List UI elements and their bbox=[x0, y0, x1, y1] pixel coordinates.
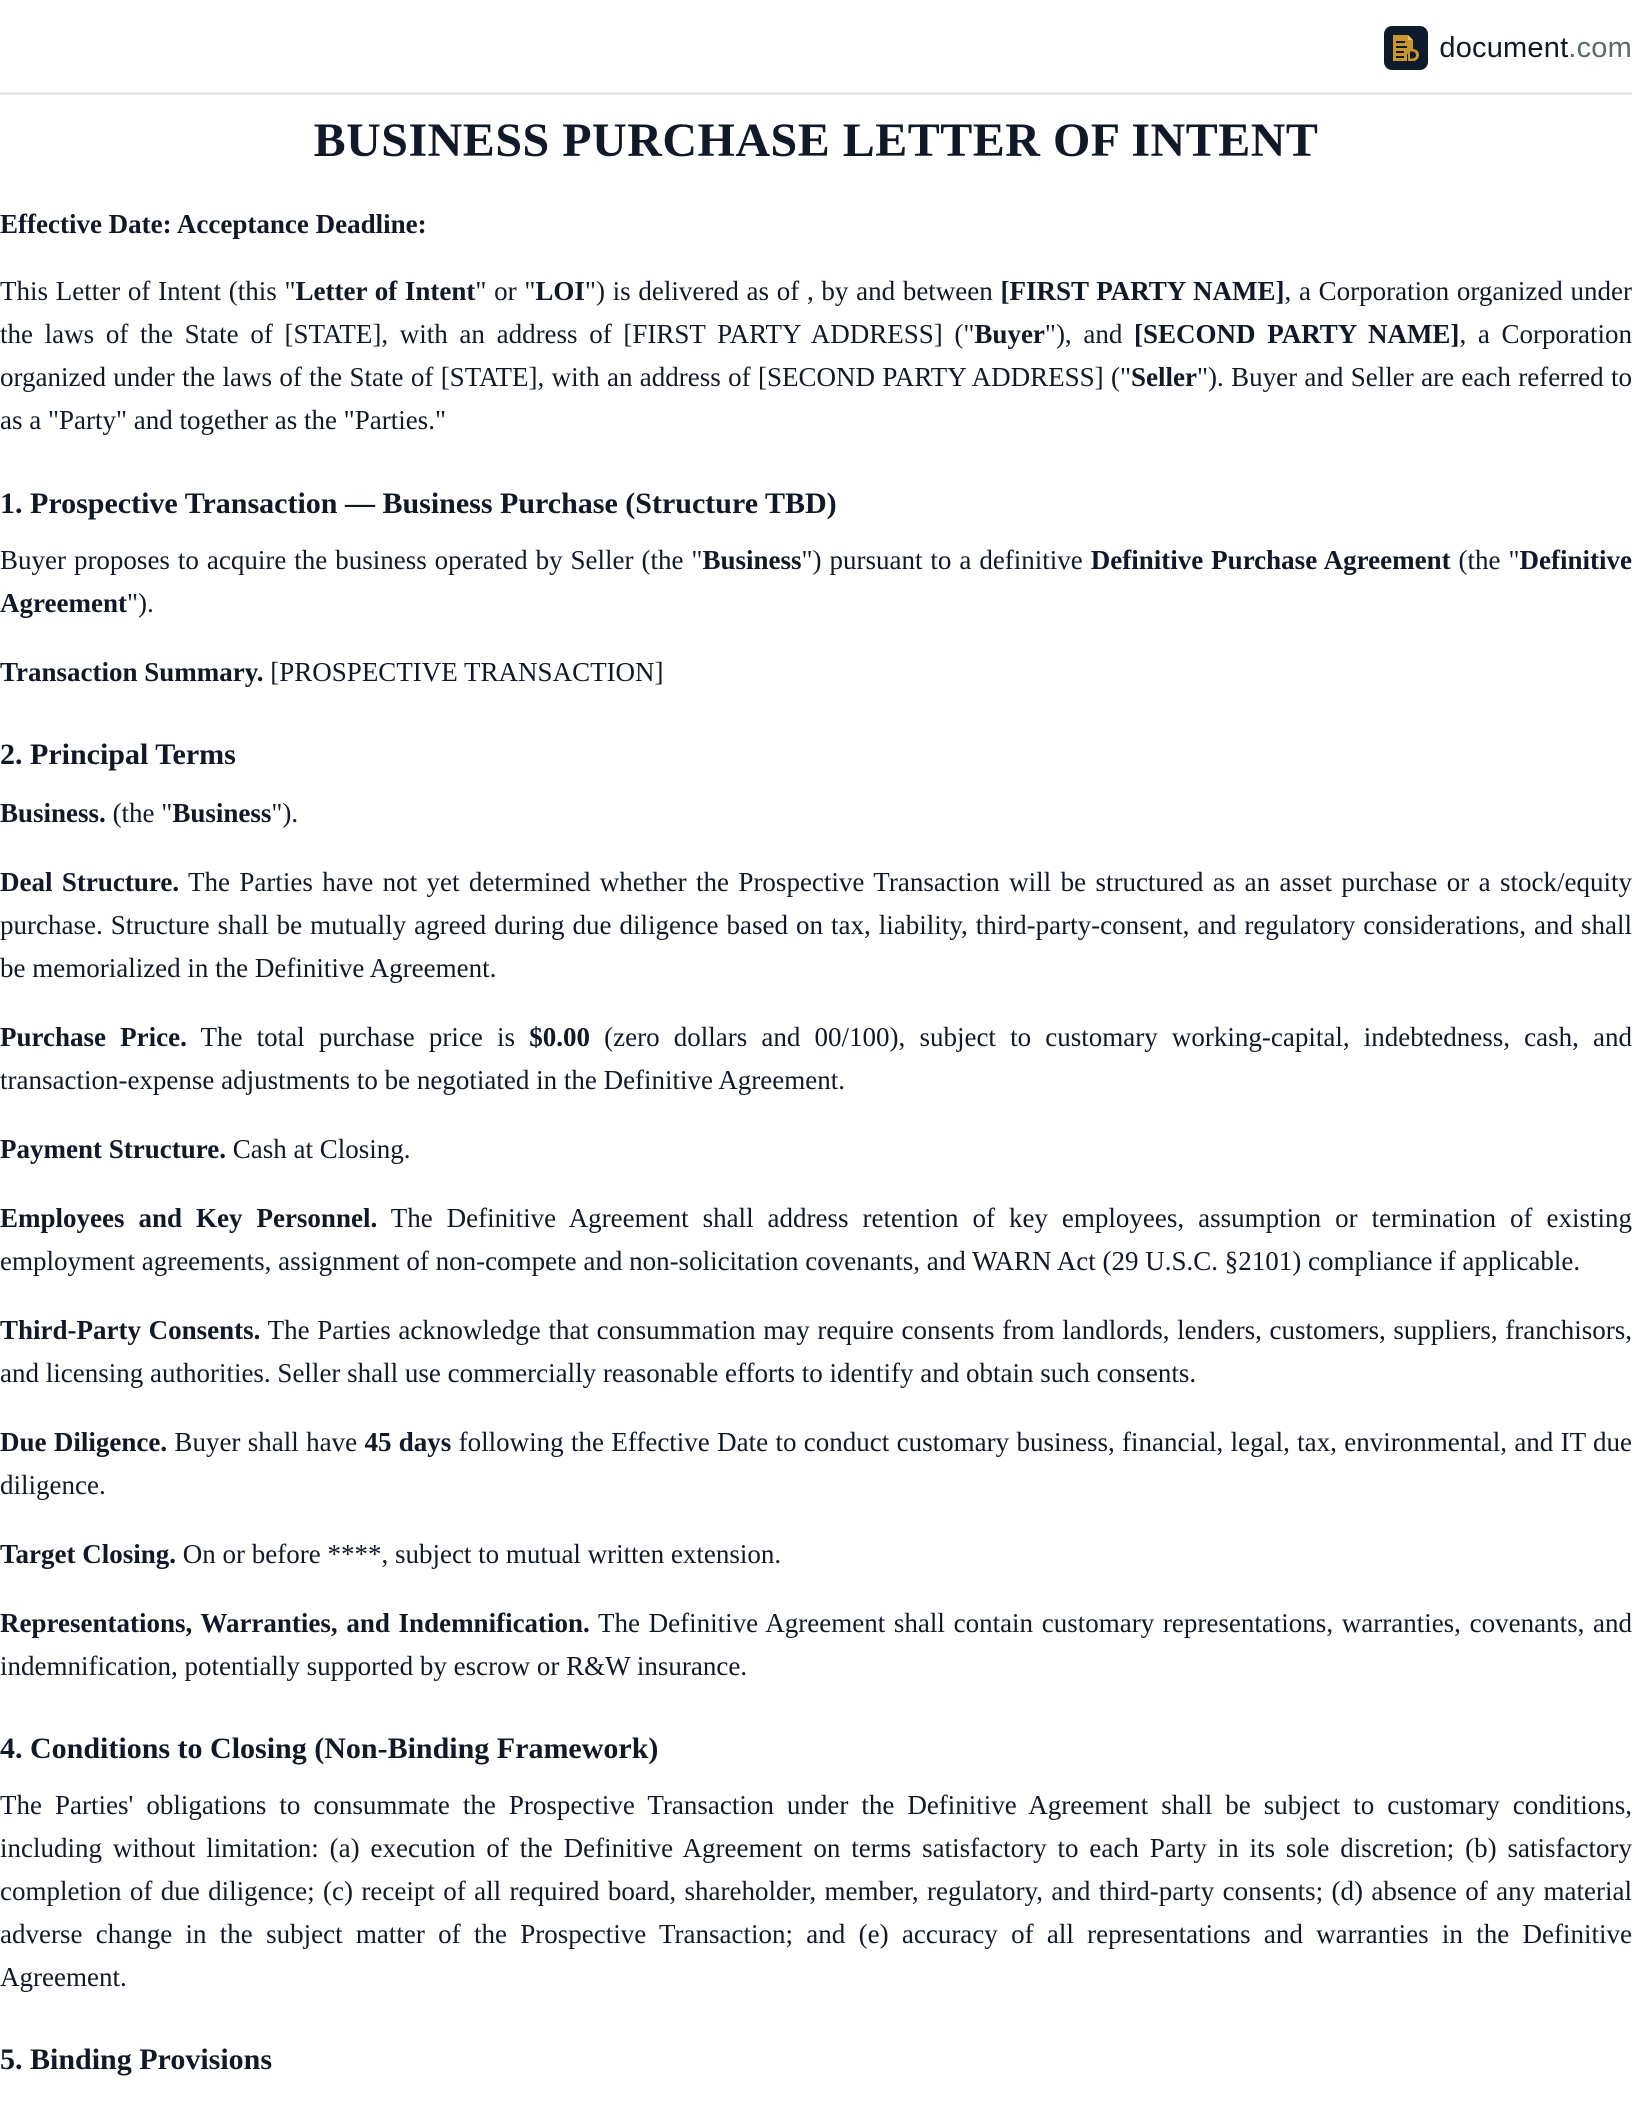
section-4-heading: 4. Conditions to Closing (Non-Binding Framework) bbox=[0, 1732, 659, 1765]
document-page bbox=[0, 95, 1632, 2081]
section-1-heading: 1. Prospective Transaction — Business Purchase (Structure TBD) bbox=[0, 487, 837, 520]
term-purchase-price: Purchase Price. The total purchase price is $0.00 (zero dollars and 00/100), subject to customary working-capital, indebtedness, cash, and transaction-expense adjustments to be negotiated in the Definitive Agreement. bbox=[0, 1022, 1632, 1095]
brand-logo[interactable] bbox=[1384, 26, 1632, 70]
term-due-diligence: Due Diligence. Buyer shall have 45 days following the Effective Date to conduct customary business, financial, legal, tax, environmental, and IT due diligence. bbox=[0, 1427, 1632, 1500]
top-bar bbox=[0, 0, 1632, 95]
term-business: Business. (the "Business"). bbox=[0, 798, 299, 828]
document-title: BUSINESS PURCHASE LETTER OF INTENT bbox=[313, 114, 1319, 167]
document-logo-icon bbox=[1384, 26, 1428, 70]
term-deal-structure: Deal Structure. The Parties have not yet determined whether the Prospective Transaction will be structured as an asset purchase or a stock/equity purchase. Structure shall be mutually agreed during due diligence based on tax, liability, third-party-consent, and regulatory considerations, and shall be memorialized in the Definitive Agreement. bbox=[0, 867, 1632, 983]
term-target-closing: Target Closing. On or before ****, subject to mutual written extension. bbox=[0, 1539, 782, 1569]
brand-name: document.com bbox=[1439, 31, 1632, 64]
section-2-heading: 2. Principal Terms bbox=[0, 738, 236, 771]
transaction-summary: Transaction Summary. [PROSPECTIVE TRANSACTION] bbox=[0, 657, 664, 687]
term-third-party-consents: Third-Party Consents. The Parties acknowledge that consummation may require consents from landlords, lenders, customers, suppliers, franchisors, and licensing authorities. Seller shall use commercially reasonable efforts to identify and obtain such consents. bbox=[0, 1315, 1632, 1388]
term-employees: Employees and Key Personnel. The Definitive Agreement shall address retention of key employees, assumption or termination of existing employment agreements, assignment of non-compete and non-solicitation covenants, and WARN Act (29 U.S.C. §2101) compliance if applicable. bbox=[0, 1203, 1632, 1276]
term-representations: Representations, Warranties, and Indemnification. The Definitive Agreement shall contain customary representations, warranties, covenants, and indemnification, potentially supported by escrow or R&W insurance. bbox=[0, 1608, 1632, 1681]
term-payment-structure: Payment Structure. Cash at Closing. bbox=[0, 1134, 411, 1164]
section-1-paragraph: Buyer proposes to acquire the business operated by Seller (the "Business") pursuant to a definitive Definitive Purchase Agreement (the "Definitive Agreement"). bbox=[0, 545, 1632, 618]
intro-paragraph: This Letter of Intent (this "Letter of Intent" or "LOI") is delivered as of , by and between [FIRST PARTY NAME], a Corporation organized under the laws of the State of [STATE], with an address of [FIRST PARTY ADDRESS] ("Buyer"), and [SECOND PARTY NAME], a Corporation organized under the laws of the State of [STATE], with an address of [SECOND PARTY ADDRESS] ("Seller"). Buyer and Seller are each referred to as a "Party" and together as the "Parties." bbox=[0, 276, 1632, 435]
effective-date-line: Effective Date: Acceptance Deadline: bbox=[0, 209, 427, 239]
section-4-paragraph: The Parties' obligations to consummate the Prospective Transaction under the Definitive Agreement shall be subject to customary conditions, including without limitation: (a) execution of the Definitive Agreement on terms satisfactory to each Party in its sole discretion; (b) satisfactory completion of due diligence; (c) receipt of all required board, shareholder, member, regulatory, and third-party consents; (d) absence of any material adverse change in the subject matter of the Prospective Transaction; and (e) accuracy of all representations and warranties in the Definitive Agreement. bbox=[0, 1790, 1632, 1992]
section-5-heading: 5. Binding Provisions bbox=[0, 2043, 273, 2076]
